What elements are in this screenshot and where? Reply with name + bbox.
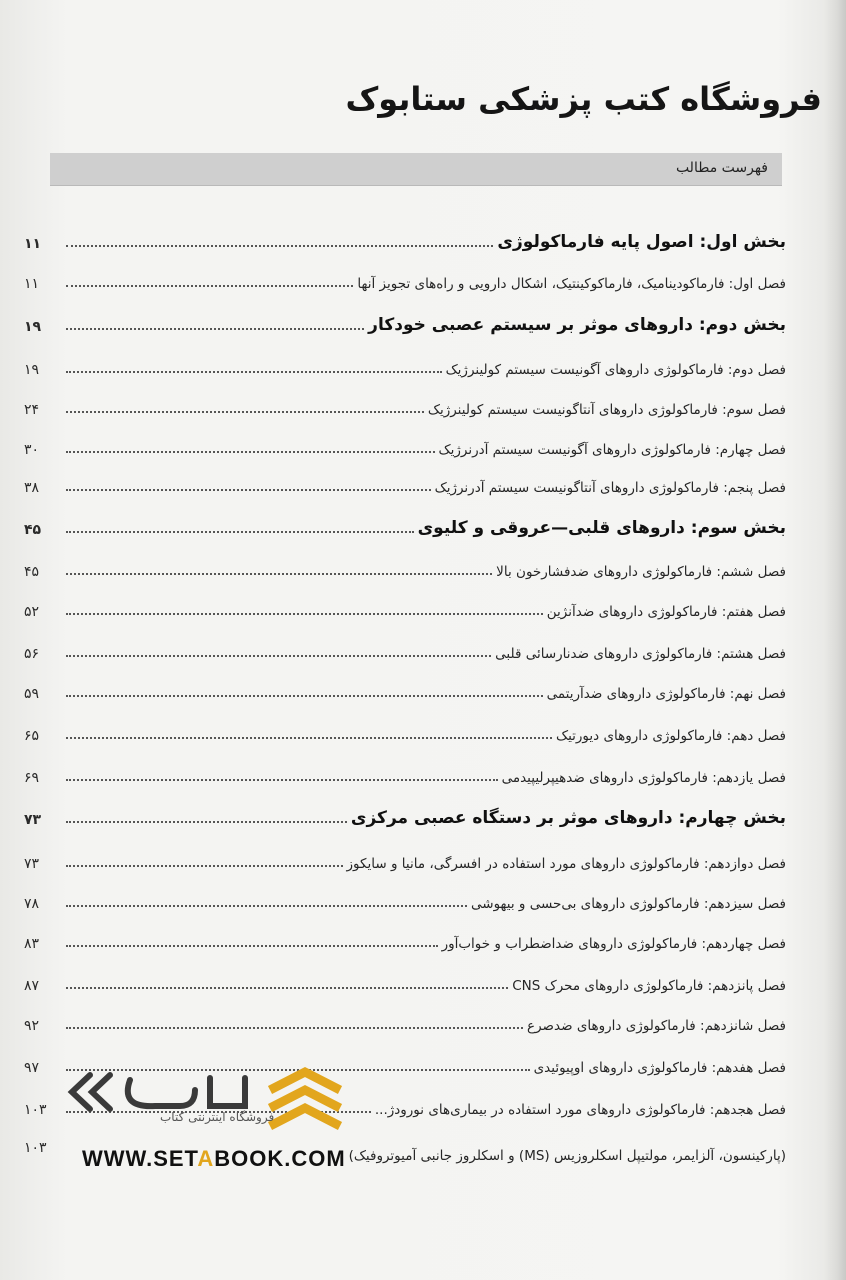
toc-entry-page: ۳۰ <box>24 442 40 458</box>
watermark-url: WWW.SETABOOK.COM <box>82 1146 346 1171</box>
dot-leader <box>66 695 543 697</box>
toc-entry-page: ۷۳ <box>24 856 40 872</box>
toc-entry-title: فصل دوم: فارماکولوژی داروهای آگونیست سیستم کولینرژیک <box>445 362 786 378</box>
dot-leader <box>66 1027 523 1029</box>
toc-chapter-entry <box>24 756 786 786</box>
dot-leader <box>66 285 353 287</box>
toc-entry-page: ۶۹ <box>24 770 40 786</box>
dot-leader <box>66 531 414 533</box>
toc-entry-page: ۲۴ <box>24 402 40 418</box>
toc-chapter-entry <box>24 964 786 994</box>
toc-entry-page: ۱۱ <box>24 276 40 292</box>
dot-leader <box>66 737 552 739</box>
dot-leader <box>66 905 467 907</box>
dot-leader <box>66 821 347 823</box>
dot-leader <box>66 987 508 989</box>
toc-chapter-entry <box>24 672 786 702</box>
toc-entry-page: ۸۷ <box>24 978 40 994</box>
toc-entry-title: فصل هشتم: فارماکولوژی داروهای ضدنارسائی قلبی <box>495 646 786 662</box>
dot-leader <box>66 613 543 615</box>
toc-chapter-entry <box>24 842 786 872</box>
toc-chapter-entry <box>24 632 786 662</box>
toc-entry-title: فصل یازدهم: فارماکولوژی داروهای ضدهیپرلیپیدمی <box>501 770 786 786</box>
dot-leader <box>66 328 364 330</box>
toc-chapter-entry <box>24 882 786 912</box>
toc-part-heading <box>24 222 786 252</box>
dot-leader <box>66 945 438 947</box>
toc-entry-title: فصل دوازدهم: فارماکولوژی داروهای مورد استفاده در افسرگی، مانیا و سایکوز <box>346 856 786 872</box>
toc-continuation-line: (پارکینسون، آلزایمر، مولتیپل اسکلروزیس (MS) و اسکلروز جانبی آمیوتروفیک) <box>348 1148 786 1164</box>
toc-chapter-entry <box>24 348 786 378</box>
toc-entry-title: فصل هفتم: فارماکولوژی داروهای ضدآنژین <box>546 604 786 620</box>
toc-entry-page: ۴۵ <box>24 564 40 580</box>
toc-entry-page: ۱۹ <box>24 319 42 335</box>
dot-leader <box>66 573 492 575</box>
toc-chapter-entry <box>24 388 786 418</box>
toc-entry-page: ۸۳ <box>24 936 40 952</box>
toc-chapter-entry <box>24 550 786 580</box>
dot-leader <box>66 655 491 657</box>
toc-entry-page: ۴۵ <box>24 522 42 538</box>
toc-entry-page: ۹۲ <box>24 1018 40 1034</box>
setabook-watermark <box>60 1060 390 1180</box>
toc-entry-title: بخش سوم: داروهای قلبی—عروقی و کلیوی <box>417 518 786 538</box>
toc-part-heading <box>24 798 786 828</box>
toc-entry-title: فصل سیزدهم: فارماکولوژی داروهای بی‌حسی و بیهوشی <box>471 896 786 912</box>
toc-entry-title: فصل هجدهم: فارماکولوژی داروهای مورد استفاده در بیماری‌های نورودژ... <box>374 1102 786 1118</box>
toc-chapter-entry <box>24 1004 786 1034</box>
toc-entry-title: فصل چهارم: فارماکولوژی داروهای آگونیست سیستم آدرنرژیک <box>438 442 786 458</box>
toc-entry-page: ۱۹ <box>24 362 40 378</box>
dot-leader <box>66 779 498 781</box>
dot-leader <box>66 451 435 453</box>
toc-entry-page: ۹۷ <box>24 1060 40 1076</box>
toc-part-heading <box>24 305 786 335</box>
toc-entry-title: فصل ششم: فارماکولوژی داروهای ضدفشارخون بالا <box>496 564 786 580</box>
dot-leader <box>66 489 431 491</box>
toc-entry-title: فصل پانزدهم: فارماکولوژی داروهای محرک CNS <box>512 978 786 994</box>
toc-chapter-entry <box>24 590 786 620</box>
toc-chapter-entry <box>24 428 786 458</box>
toc-entry-page: ۶۵ <box>24 728 40 744</box>
toc-entry-title: بخش اول: اصول پایه فارماکولوژی <box>497 232 786 252</box>
toc-chapter-entry <box>24 922 786 952</box>
toc-entry-page: ۵۶ <box>24 646 40 662</box>
toc-chapter-entry <box>24 466 786 496</box>
dot-leader <box>66 245 493 247</box>
toc-entry-title: فصل شانزدهم: فارماکولوژی داروهای ضدصرع <box>527 1018 786 1034</box>
toc-entry-title: فصل اول: فارماکودینامیک، فارماکوکینتیک، اشکال دارویی و راه‌های تجویز آنها <box>357 276 786 292</box>
toc-entry-page: ۵۲ <box>24 604 40 620</box>
toc-entry-title: فصل دهم: فارماکولوژی داروهای دیورتیک <box>556 728 786 744</box>
toc-continuation-page: ۱۰۳ <box>24 1140 47 1156</box>
toc-entry-page: ۱۰۳ <box>24 1102 47 1118</box>
toc-entry-page: ۳۸ <box>24 480 40 496</box>
setabook-logo-icon <box>60 1060 360 1140</box>
dot-leader <box>66 865 343 867</box>
toc-entry-title: فصل سوم: فارماکولوژی داروهای آنتاگونیست سیستم کولینرژیک <box>427 402 786 418</box>
toc-header-label: فهرست مطالب <box>675 160 768 176</box>
toc-chapter-entry <box>24 714 786 744</box>
toc-entry-page: ۷۸ <box>24 896 40 912</box>
toc-part-heading <box>24 508 786 538</box>
dot-leader <box>66 371 442 373</box>
watermark-store-name: فروشگاه اینترنتی کتاب <box>160 1110 275 1124</box>
toc-entry-title: بخش چهارم: داروهای موثر بر دستگاه عصبی مرکزی <box>350 808 786 828</box>
toc-entry-page: ۵۹ <box>24 686 40 702</box>
toc-chapter-entry <box>24 262 786 292</box>
toc-entry-page: ۷۳ <box>24 812 42 828</box>
toc-entry-title: فصل هفدهم: فارماکولوژی داروهای اوپیوئیدی <box>533 1060 786 1076</box>
toc-entry-title: فصل چهاردهم: فارماکولوژی داروهای ضداضطراب و خواب‌آور <box>441 936 786 952</box>
dot-leader <box>66 411 424 413</box>
toc-entry-title: فصل پنجم: فارماکولوژی داروهای آنتاگونیست سیستم آدرنرژیک <box>434 480 786 496</box>
toc-entry-page: ۱۱ <box>24 236 42 252</box>
toc-entry-title: بخش دوم: داروهای موثر بر سیستم عصبی خودکار <box>368 315 786 335</box>
store-title: فروشگاه کتب پزشکی ستابوک <box>345 80 822 118</box>
toc-entry-title: فصل نهم: فارماکولوژی داروهای ضدآریتمی <box>546 686 786 702</box>
